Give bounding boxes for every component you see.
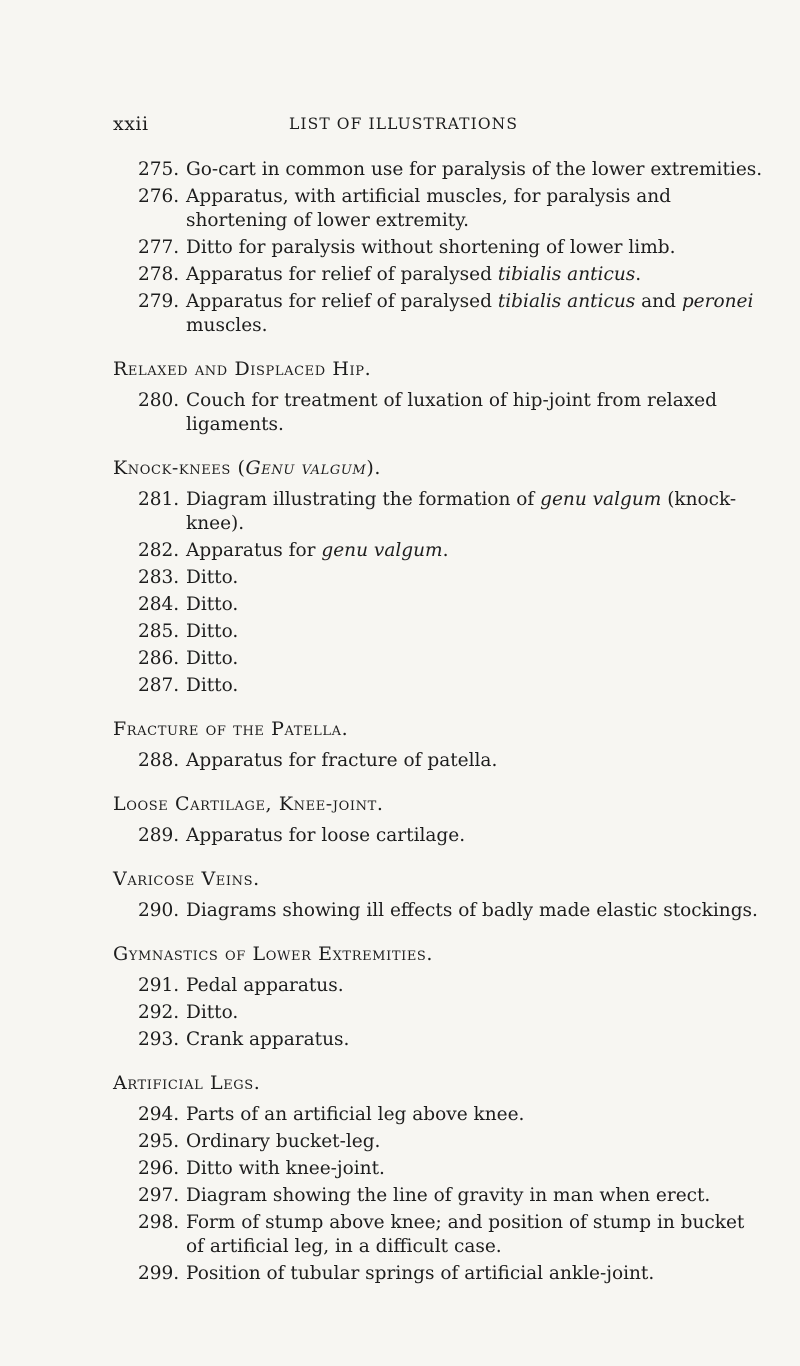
figure-number: 282. — [138, 540, 180, 561]
figure-number: 295. — [138, 1131, 180, 1152]
figure-caption: Crank apparatus. — [186, 1029, 350, 1050]
figure-caption: Ditto. — [186, 567, 239, 588]
figure-number: 293. — [138, 1029, 180, 1050]
figure-caption: Ditto. — [186, 594, 239, 615]
figure-number: 294. — [138, 1104, 180, 1125]
running-title: LIST OF ILLUSTRATIONS — [289, 115, 519, 133]
section-heading: Varicose Veins. — [113, 868, 260, 890]
list-item — [113, 674, 763, 698]
figure-caption: Ditto with knee-joint. — [186, 1158, 385, 1179]
figure-caption: Diagram showing the line of gravity in man when erect. — [186, 1185, 711, 1206]
list-item — [113, 1130, 763, 1154]
list-item — [113, 1184, 763, 1208]
figure-caption: Ditto. — [186, 675, 239, 696]
figure-caption: Apparatus for fracture of patella. — [186, 750, 498, 771]
figure-caption: Ditto. — [186, 621, 239, 642]
figure-caption: Ditto. — [186, 648, 239, 669]
figure-caption: Ditto for paralysis without shortening of lower limb. — [186, 237, 676, 258]
list-item — [113, 566, 763, 590]
section-heading: Artificial Legs. — [113, 1072, 261, 1094]
section-heading: Loose Cartilage, Knee-joint. — [113, 793, 384, 815]
figure-number: 286. — [138, 648, 180, 669]
figure-caption: Diagrams showing ill effects of badly made elastic stockings. — [186, 900, 758, 921]
figure-number: 298. — [138, 1212, 180, 1233]
figure-caption: Ditto. — [186, 1002, 239, 1023]
figure-number: 289. — [138, 825, 180, 846]
figure-caption: Apparatus for relief of paralysed tibialis anticus and peronei muscles. — [186, 291, 754, 336]
figure-caption: Apparatus for genu valgum. — [186, 540, 449, 561]
figure-caption: Ordinary bucket-leg. — [186, 1131, 381, 1152]
list-item — [113, 647, 763, 671]
list-item — [113, 1262, 763, 1286]
figure-number: 292. — [138, 1002, 180, 1023]
list-item — [113, 1028, 763, 1052]
list-item — [113, 1001, 763, 1025]
list-item — [113, 185, 763, 233]
list-item — [113, 263, 763, 287]
section-heading: Fracture of the Patella. — [113, 718, 349, 740]
list-item — [113, 488, 763, 536]
list-item — [113, 593, 763, 617]
figure-number: 277. — [138, 237, 180, 258]
figure-caption: Position of tubular springs of artificial ankle-joint. — [186, 1263, 655, 1284]
page-header — [113, 113, 763, 139]
figure-caption: Form of stump above knee; and position of stump in bucket of artificial leg, in a difficult case. — [186, 1212, 745, 1257]
section-heading: Knock-knees (Genu valgum). — [113, 457, 382, 479]
figure-number: 278. — [138, 264, 180, 285]
figure-number: 283. — [138, 567, 180, 588]
figure-number: 288. — [138, 750, 180, 771]
list-item — [113, 290, 763, 338]
figure-caption: Pedal apparatus. — [186, 975, 344, 996]
figure-number: 291. — [138, 975, 180, 996]
figure-caption: Apparatus for relief of paralysed tibialis anticus. — [186, 264, 642, 285]
list-item — [113, 620, 763, 644]
list-item — [113, 236, 763, 260]
figure-number: 275. — [138, 159, 180, 180]
figure-number: 287. — [138, 675, 180, 696]
illustration-list — [113, 158, 763, 1289]
figure-caption: Couch for treatment of luxation of hip-joint from relaxed ligaments. — [186, 390, 717, 435]
figure-caption: Diagram illustrating the formation of genu valgum (knock-knee). — [186, 489, 737, 534]
figure-number: 279. — [138, 291, 180, 312]
figure-caption: Parts of an artificial leg above knee. — [186, 1104, 525, 1125]
list-item — [113, 1211, 763, 1259]
list-item — [113, 539, 763, 563]
figure-number: 285. — [138, 621, 180, 642]
list-item — [113, 389, 763, 437]
section-heading: Relaxed and Displaced Hip. — [113, 358, 372, 380]
list-item — [113, 158, 763, 182]
figure-caption: Apparatus, with artificial muscles, for paralysis and shortening of lower extremity. — [186, 186, 672, 231]
figure-number: 290. — [138, 900, 180, 921]
figure-number: 281. — [138, 489, 180, 510]
section-heading: Gymnastics of Lower Extremities. — [113, 943, 434, 965]
list-item — [113, 824, 763, 848]
figure-caption: Apparatus for loose cartilage. — [186, 825, 466, 846]
list-item — [113, 1103, 763, 1127]
list-item — [113, 974, 763, 998]
figure-number: 296. — [138, 1158, 180, 1179]
figure-number: 284. — [138, 594, 180, 615]
figure-number: 280. — [138, 390, 180, 411]
list-item — [113, 749, 763, 773]
figure-number: 299. — [138, 1263, 180, 1284]
figure-caption: Go-cart in common use for paralysis of the lower extremities. — [186, 159, 763, 180]
figure-number: 276. — [138, 186, 180, 207]
list-item — [113, 1157, 763, 1181]
figure-number: 297. — [138, 1185, 180, 1206]
list-item — [113, 899, 763, 923]
page-number: xxii — [113, 113, 149, 135]
